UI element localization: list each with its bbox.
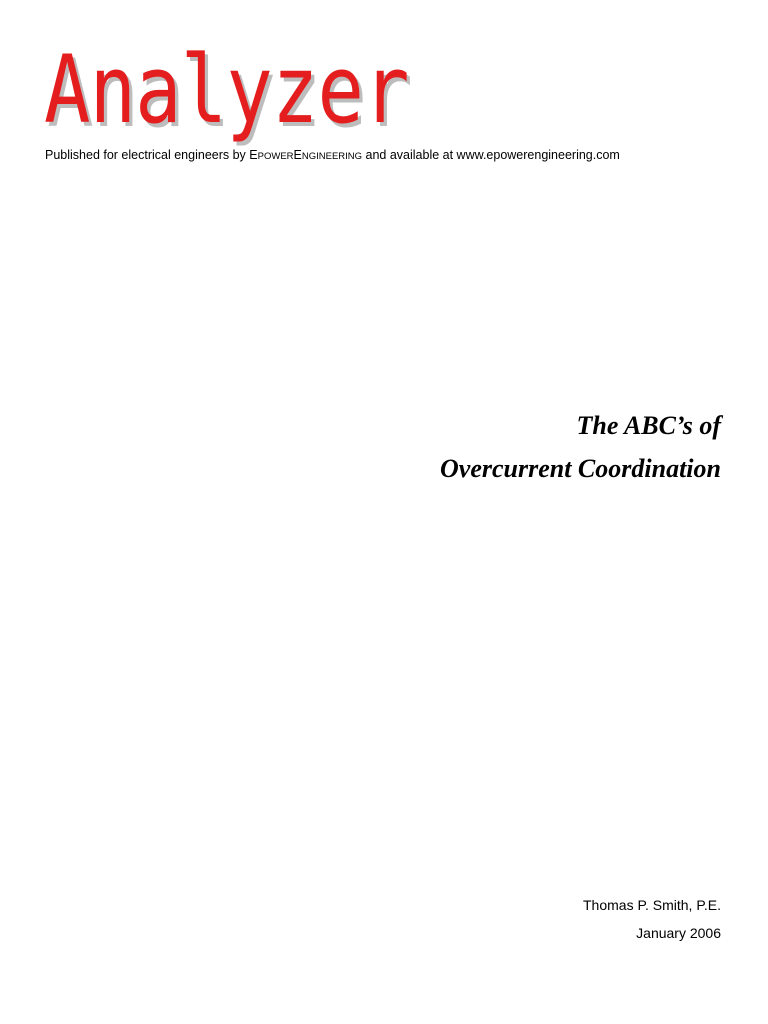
author-name: Thomas P. Smith, P.E. bbox=[583, 897, 721, 913]
brand-letter-e2: E bbox=[293, 148, 302, 162]
brand-letter-e1: E bbox=[249, 148, 258, 162]
document-title bbox=[440, 404, 721, 490]
publication-date: January 2006 bbox=[636, 925, 721, 941]
brand-power: POWER bbox=[257, 151, 294, 162]
brand-ngineering: NGINEERING bbox=[301, 151, 363, 162]
title-line-2: Overcurrent Coordination bbox=[440, 454, 721, 483]
author-info bbox=[583, 891, 721, 947]
publisher-brand bbox=[249, 148, 362, 162]
tagline-suffix: and available at www.epowerengineering.com bbox=[362, 148, 620, 162]
title-line-1: The ABC’s of bbox=[576, 411, 721, 440]
publisher-tagline bbox=[45, 148, 620, 162]
tagline-prefix: Published for electrical engineers by bbox=[45, 148, 250, 162]
masthead-logo: Analyzer bbox=[44, 36, 409, 145]
